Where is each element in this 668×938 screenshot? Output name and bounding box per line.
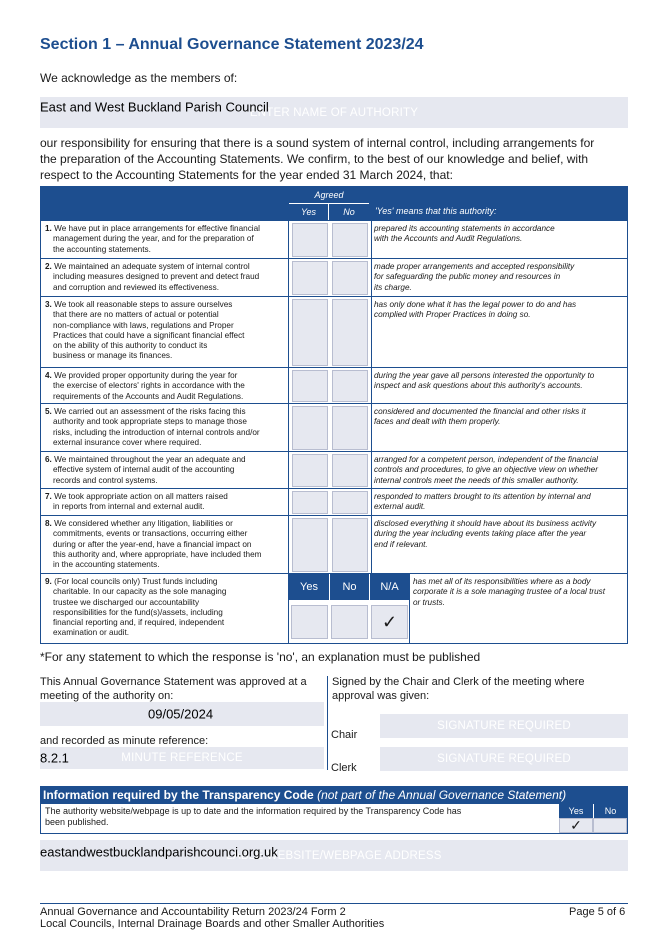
checkmark-icon: ✓ (570, 817, 582, 833)
website-placeholder: LABLE WEBSITE/WEBPAGE ADDRESS (226, 849, 442, 862)
no-checkbox[interactable] (332, 454, 368, 487)
website-field[interactable] (40, 840, 628, 871)
minute-reference-value: 8.2.1 (40, 750, 69, 766)
authority-name-value: East and West Buckland Parish Council (40, 99, 269, 115)
governance-table (40, 186, 628, 644)
row9-na-checkbox[interactable] (371, 605, 408, 639)
yes-checkbox[interactable] (292, 261, 328, 295)
chair-signature-field[interactable] (380, 714, 628, 738)
table-row-3 (41, 296, 627, 367)
transparency-text: The authority website/webpage is up to date and the information required by the Transparency Code has been published. (45, 806, 462, 827)
no-checkbox[interactable] (332, 491, 368, 514)
statement-meaning: has only done what it has the legal power to do and has complied with Proper Practices in doing so. (374, 300, 577, 320)
yes-checkbox[interactable] (292, 299, 328, 366)
chair-label: Chair (331, 729, 358, 741)
statement-text: 2. We maintained an adequate system of internal control including measures designed to prevent and detect fraud and corruption and reviewed its effectiveness. (41, 259, 289, 296)
responsibility-text (40, 135, 594, 183)
statement-text: 4. We provided proper opportunity during the year for the exercise of electors' rights in accordance with the requirements of the Accounts and Audit Regulations. (41, 368, 289, 403)
agreed-header: Agreed (314, 190, 344, 200)
table-row-4 (41, 367, 627, 403)
yes-header: Yes (289, 203, 329, 220)
row9-no-header: No (329, 574, 369, 600)
checkmark-icon: ✓ (381, 612, 398, 632)
no-checkbox[interactable] (332, 370, 368, 402)
statement-meaning: disclosed everything it should have about its business activity during the year including events taking place after the year end if relevant. (374, 519, 597, 549)
row9-no-checkbox[interactable] (331, 605, 368, 639)
footer-authorities: Local Councils, Internal Drainage Boards and other Smaller Authorities (40, 918, 385, 930)
no-checkbox[interactable] (332, 299, 368, 366)
signature-text: Signed by the Chair and Clerk of the meeting where approval was given: (332, 676, 585, 702)
table-row-5 (41, 403, 627, 451)
table-row-1 (41, 220, 627, 258)
row9-yes-header: Yes (289, 574, 329, 600)
authority-name-field[interactable] (40, 97, 628, 128)
yes-checkbox[interactable] (292, 223, 328, 257)
statement-meaning: made proper arrangements and accepted responsibility for safeguarding the public money and resources in its charge. (374, 262, 575, 292)
statement-meaning: during the year gave all persons interested the opportunity to inspect and ask questions about this authority's accounts. (374, 371, 595, 391)
footer-form-title: Annual Governance and Accountability Return 2023/24 Form 2 (40, 906, 346, 918)
statement-text: 8. We considered whether any litigation, liabilities or commitments, events or transactions, occurring either during or after the year-end, have a financial impact on this authority and, where appropriate, have included them in the accounting statements. (41, 516, 289, 573)
transparency-title-note: (not part of the Annual Governance Statement) (317, 788, 567, 802)
approval-text: This Annual Governance Statement was approved at a meeting of the authority on: (40, 676, 307, 702)
statement-text: 7. We took appropriate action on all matters raised in reports from internal and external audit. (41, 489, 289, 515)
page-number: Page 5 of 6 (569, 906, 626, 918)
meeting-date-field[interactable] (40, 702, 324, 726)
statement-meaning: responded to matters brought to its attention by internal and external audit. (374, 492, 591, 512)
transparency-no-checkbox[interactable] (593, 818, 627, 833)
intro-text: We acknowledge as the members of: (40, 71, 238, 85)
clerk-signature-field[interactable] (380, 747, 628, 771)
transparency-body (40, 804, 628, 834)
meeting-date-value: 09/05/2024 (148, 706, 214, 722)
statement-meaning: has met all of its responsibilities where as a body corporate it is a sole managing trustee of a local trust or trusts. (413, 577, 606, 607)
yes-checkbox[interactable] (292, 491, 328, 514)
row9-na-header: N/A (369, 574, 409, 600)
statement-text: 3. We took all reasonable steps to assure ourselves that there are no matters of actual or potential non-compliance with laws, regulations and Proper Practices that could have a significant financial effect on the ability of this authority to conduct its business or manage its finances. (41, 297, 289, 367)
transparency-yes-checkbox[interactable] (559, 818, 593, 833)
statement-text: 1. We have put in place arrangements for effective financial management during the year, and for the preparation of the accounting statements. (41, 221, 289, 258)
responsibility-line: our responsibility for ensuring that there is a sound system of internal control, including arrangements for (40, 136, 595, 150)
transparency-title: Information required by the Transparency Code (43, 788, 314, 802)
no-checkbox[interactable] (332, 406, 368, 450)
table-row-2 (41, 258, 627, 296)
table-row-7 (41, 488, 627, 515)
section-title: Section 1 – Annual Governance Statement 2023/24 (40, 36, 424, 53)
minute-reference-field[interactable] (40, 747, 324, 769)
yes-checkbox[interactable] (292, 454, 328, 487)
row9-yes-checkbox[interactable] (291, 605, 328, 639)
clerk-signature-placeholder: SIGNATURE REQUIRED (437, 753, 571, 765)
no-checkbox[interactable] (332, 261, 368, 295)
statement-meaning: arranged for a competent person, independent of the financial controls and procedures, to give an objective view on whether internal controls meet the needs of this smaller authority. (374, 455, 598, 485)
table-row-6 (41, 451, 627, 488)
transparency-title-bar (40, 786, 628, 804)
yes-checkbox[interactable] (292, 370, 328, 402)
no-header: No (329, 203, 369, 220)
yes-checkbox[interactable] (292, 518, 328, 572)
means-header: 'Yes' means that this authority: (375, 206, 497, 216)
transparency-no-header: No (593, 804, 627, 818)
authority-name-placeholder: ENTER NAME OF AUTHORITY (249, 106, 419, 119)
yes-checkbox[interactable] (292, 406, 328, 450)
transparency-yes-header: Yes (559, 804, 593, 818)
minute-label: and recorded as minute reference: (40, 735, 209, 747)
no-checkbox[interactable] (332, 223, 368, 257)
chair-signature-placeholder: SIGNATURE REQUIRED (437, 720, 571, 732)
table-header (41, 187, 627, 220)
statement-meaning: considered and documented the financial and other risks it faces and dealt with them properly. (374, 407, 586, 427)
statement-text: 9. (For local councils only) Trust funds including charitable. In our capacity as the sole managing trustee we discharged our accountability responsibilities for the fund(s)/assets, including financial reporting and, if required, independent examination or audit. (41, 574, 289, 643)
clerk-label: Clerk (331, 762, 357, 774)
statement-meaning: prepared its accounting statements in accordance with the Accounts and Audit Regulations. (374, 224, 555, 244)
footnote: *For any statement to which the response is 'no', an explanation must be published (40, 650, 481, 664)
responsibility-line: respect to the Accounting Statements for the year ended 31 March 2024, that: (40, 168, 453, 182)
table-row-8 (41, 515, 627, 573)
table-row-9 (41, 573, 627, 643)
statement-text: 6. We maintained throughout the year an adequate and effective system of internal audit of the accounting records and control systems. (41, 452, 289, 488)
minute-reference-placeholder: MINUTE REFERENCE (121, 752, 243, 764)
statement-text: 5. We carried out an assessment of the risks facing this authority and took appropriate steps to manage those risks, including the introduction of internal controls and/or external insurance cover where required. (41, 404, 289, 451)
website-value: eastandwestbucklandparishcounci.org.uk (40, 844, 278, 860)
responsibility-line: the preparation of the Accounting Statements. We confirm, to the best of our knowledge and belief, with (40, 152, 589, 166)
no-checkbox[interactable] (332, 518, 368, 572)
